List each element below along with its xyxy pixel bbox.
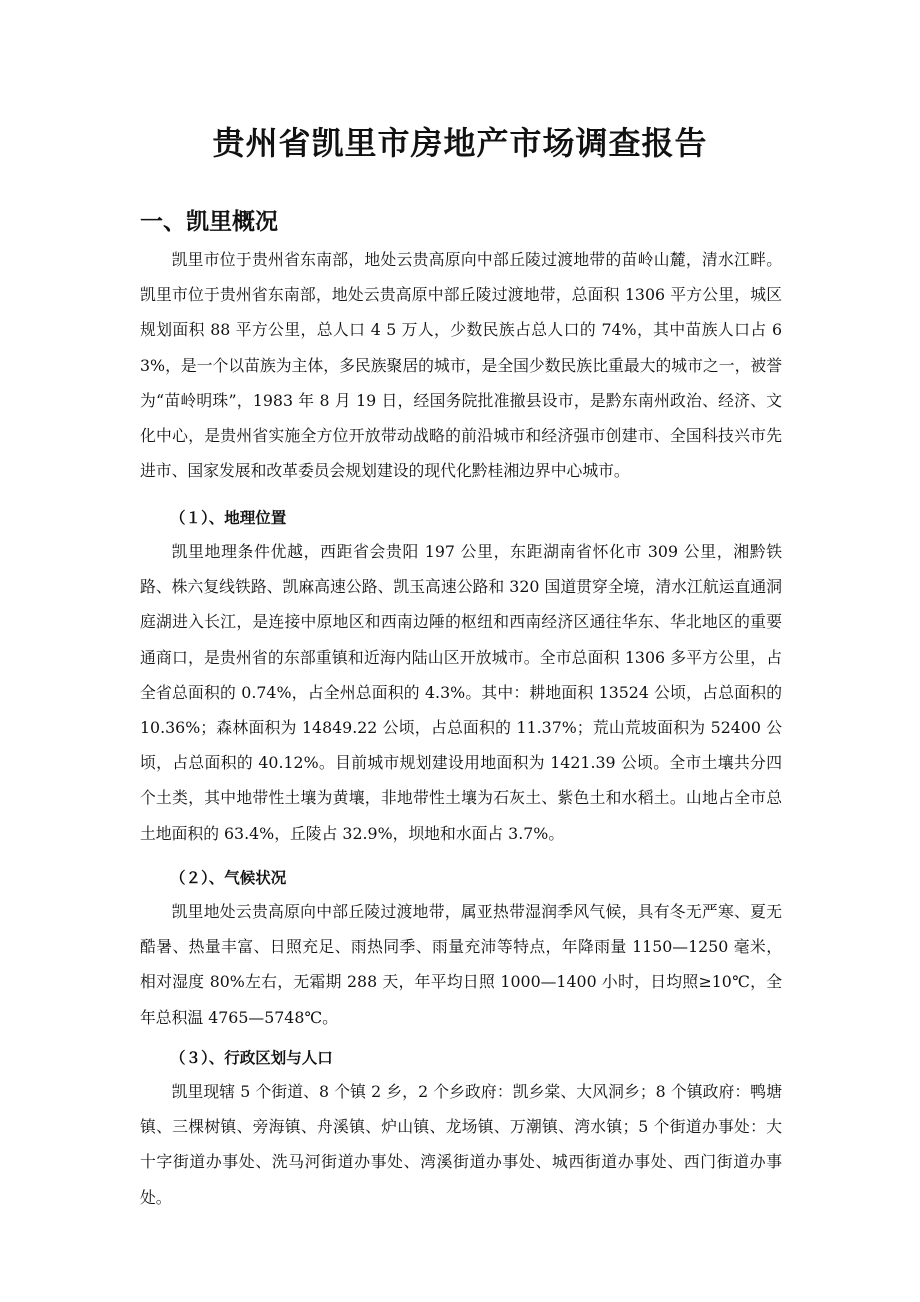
subsection-heading-climate: （２）、气候状况 [170, 869, 287, 887]
section-heading-overview: 一、凯里概况 [140, 209, 278, 235]
paragraph-overview: 凯里市位于贵州省东南部，地处云贵高原向中部丘陵过渡地带的苗岭山麓，清水江畔。凯里市位于贵州省东南部，地处云贵高原中部丘陵过渡地带，总面积 1306 平方公里，城区规划面积 88 平方公里，总人口 4 5 万人，少数民族占总人口的 74%，其中苗族人口占 63%，是一个以苗族为主体，多民族聚居的城市，是全国少数民族比重最大的城市之一，被誉为“苗岭明珠”，1983 年 8 月 19 日，经国务院批准撤县设市，是黔东南州政治、经济、文化中心，是贵州省实施全方位开放带动战略的前沿城市和经济强市创建市、全国科技兴市先进市、国家发展和改革委员会规划建设的现代化黔桂湘边界中心城市。 [140, 250, 782, 481]
subsection-heading-geography: （１）、地理位置 [170, 509, 287, 527]
paragraph-climate: 凯里地处云贵高原向中部丘陵过渡地带，属亚热带湿润季风气候，具有冬无严寒、夏无酷暑、热量丰富、日照充足、雨热同季、雨量充沛等特点，年降雨量 1150—1250 毫米，相对湿度 80%左右，无霜期 288 天，年平均日照 1000—1400 小时，日均照≥10℃，全年总积温 4765—5748℃。 [140, 902, 782, 1027]
paragraph-geography: 凯里地理条件优越，西距省会贵阳 197 公里，东距湖南省怀化市 309 公里，湘黔铁路、株六复线铁路、凯麻高速公路、凯玉高速公路和 320 国道贯穿全境，清水江航运直通洞庭湖进入长江，是连接中原地区和西南边陲的枢纽和西南经济区通往华东、华北地区的重要通商口，是贵州省的东部重镇和近海内陆山区开放城市。全市总面积 1306 多平方公里，占全省总面积的 0.74%，占全州总面积的 4.3%。其中：耕地面积 13524 公顷，占总面积的 10.36%；森林面积为 14849.22 公顷，占总面积的 11.37%；荒山荒坡面积为 52400 公顷，占总面积的 40.12%。目前城市规划建设用地面积为 1421.39 公顷。全市土壤共分四个土类，其中地带性土壤为黄壤，非地带性土壤为石灰土、紫色土和水稻土。山地占全市总土地面积的 63.4%，丘陵占 32.9%，坝地和水面占 3.7%。 [140, 542, 782, 843]
subsection-heading-administration: （３）、行政区划与人口 [170, 1049, 333, 1067]
paragraph-administration: 凯里现辖 5 个街道、8 个镇 2 乡，2 个乡政府：凯乡棠、大风洞乡；8 个镇政府：鸭塘镇、三棵树镇、旁海镇、舟溪镇、炉山镇、龙场镇、万潮镇、湾水镇；5 个街道办事处：大十字街道办事处、洗马河街道办事处、湾溪街道办事处、城西街道办事处、西门街道办事处。 [140, 1082, 782, 1207]
document-title: 贵州省凯里市房地产市场调查报告 [212, 124, 708, 162]
